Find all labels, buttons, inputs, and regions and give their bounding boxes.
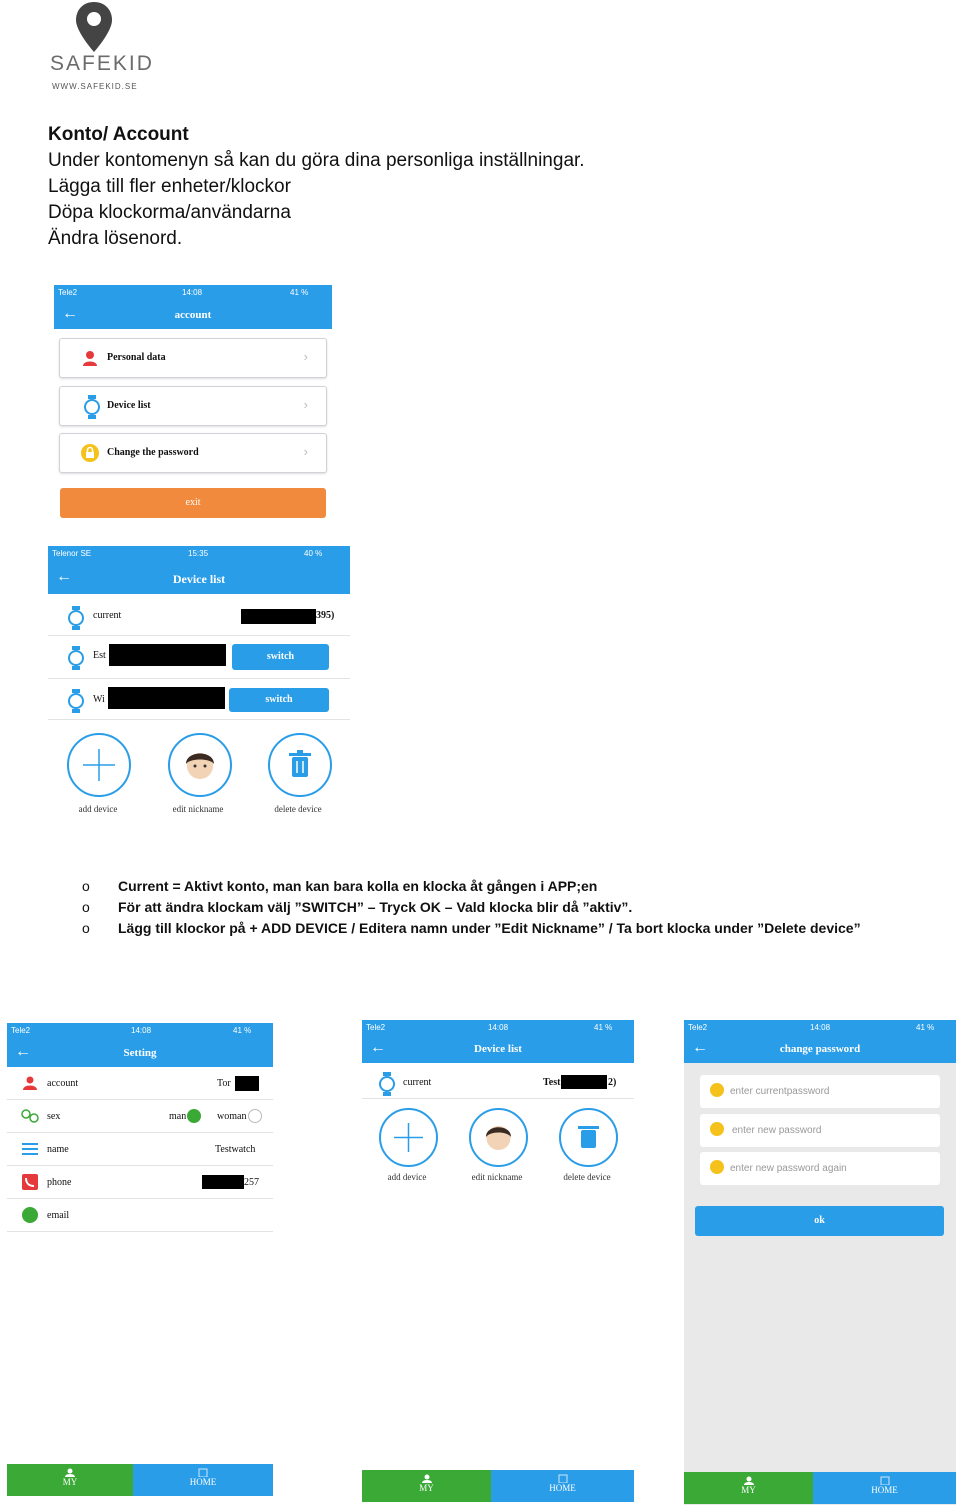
person-icon [422, 1474, 432, 1483]
tab-home[interactable] [491, 1470, 634, 1502]
home-icon [880, 1476, 890, 1485]
action-caption: edit nickname [172, 804, 224, 814]
carrier: Tele2 [11, 1026, 31, 1035]
title-bar [362, 1036, 634, 1063]
status-bar [362, 1020, 634, 1036]
gender-icon [21, 1109, 39, 1123]
row-label: phone [47, 1177, 72, 1188]
chevron-right-icon: › [303, 397, 308, 412]
avatar-icon [471, 1110, 526, 1165]
carrier: Telenor SE [52, 549, 92, 558]
row-label: current [93, 610, 122, 621]
action-caption: delete device [563, 1172, 611, 1182]
logo-brand: SAFEKID [50, 52, 154, 75]
redaction [108, 687, 225, 709]
watch-icon [68, 610, 84, 626]
screen-title: Device list [474, 1043, 522, 1055]
action-caption: delete device [274, 804, 322, 814]
chevron-right-icon: › [303, 349, 308, 364]
person-icon [65, 1468, 75, 1477]
title-bar [48, 562, 350, 594]
setting-row-email[interactable] [7, 1199, 273, 1232]
current-password-field[interactable] [700, 1075, 940, 1108]
row-label: name [47, 1144, 69, 1155]
bullet-marker: o [82, 878, 90, 894]
back-arrow-icon[interactable]: ← [62, 305, 78, 322]
confirm-password-field[interactable] [700, 1152, 940, 1185]
row-label: Est [93, 650, 106, 661]
trash-icon [270, 735, 330, 795]
radio-woman[interactable] [248, 1109, 262, 1123]
redaction [561, 1075, 607, 1089]
device-list-item[interactable] [59, 386, 327, 426]
setting-screenshot [7, 1023, 273, 1497]
bullet-marker: o [82, 899, 90, 915]
clock: 14:08 [488, 1023, 509, 1032]
account-screenshot [54, 285, 332, 525]
title-bar [684, 1036, 956, 1063]
status-bar [54, 285, 332, 301]
person-icon [23, 1076, 37, 1090]
redaction [235, 1076, 259, 1091]
switch-button[interactable]: switch [232, 644, 329, 670]
intro-text [48, 122, 585, 252]
bullet-text: Lägg till klockor på + ADD DEVICE / Editera namn under ”Edit Nickname” / Ta bort klocka under ”Delete device” [118, 920, 861, 936]
tab-bar [7, 1464, 273, 1496]
tab-bar [362, 1470, 634, 1502]
radio-label-woman: woman [217, 1111, 247, 1122]
switch-button[interactable]: switch [229, 688, 329, 712]
back-arrow-icon[interactable]: ← [692, 1039, 708, 1056]
row-value: 257 [244, 1177, 259, 1188]
redaction [241, 609, 316, 624]
delete-device-button[interactable] [559, 1108, 618, 1167]
battery: 41 % [916, 1023, 935, 1032]
edit-nickname-button[interactable] [469, 1108, 528, 1167]
personal-data-item[interactable] [59, 338, 327, 378]
new-password-field[interactable] [700, 1114, 940, 1147]
title-bar [7, 1039, 273, 1067]
item-label: Personal data [107, 352, 166, 363]
device-row-current [48, 599, 350, 636]
field-placeholder: enter currentpassword [730, 1086, 830, 1097]
section-heading: Konto/ Account [48, 124, 189, 145]
avatar-icon [170, 735, 230, 795]
screen-title: Device list [172, 572, 226, 586]
map-pin-icon [74, 0, 114, 54]
device-list-screenshot [48, 546, 350, 822]
action-caption: edit nickname [471, 1172, 523, 1182]
row-value: 395) [316, 610, 335, 621]
battery: 41 % [290, 288, 309, 297]
lock-icon [710, 1122, 724, 1136]
intro-line: Under kontomenyn så kan du göra dina personliga inställningar. [48, 150, 585, 171]
row-value: Tor [217, 1078, 231, 1089]
plus-icon [69, 735, 129, 795]
item-label: Change the password [107, 447, 199, 458]
person-icon [82, 350, 98, 366]
action-caption: add device [78, 804, 118, 814]
lock-icon [710, 1160, 724, 1174]
intro-line: Lägga till fler enheter/klockor [48, 176, 291, 197]
row-label: Wi [93, 694, 105, 705]
chevron-right-icon: › [303, 444, 308, 459]
tab-label: MY [741, 1485, 756, 1495]
change-password-item[interactable] [59, 433, 327, 473]
device-row [48, 679, 350, 720]
exit-button[interactable]: exit [60, 488, 326, 518]
field-placeholder: enter new password again [730, 1163, 847, 1174]
back-arrow-icon[interactable]: ← [56, 568, 72, 585]
action-caption: add device [387, 1172, 427, 1182]
home-icon [558, 1474, 568, 1483]
row-label: email [47, 1210, 70, 1221]
bullet-text: Current = Aktivt konto, man kan bara kolla en klocka åt gången i APP;en [118, 878, 598, 894]
status-bar [7, 1023, 273, 1039]
ok-button[interactable]: ok [695, 1206, 944, 1236]
battery: 41 % [594, 1023, 613, 1032]
row-label: sex [47, 1111, 61, 1122]
back-arrow-icon[interactable]: ← [15, 1043, 31, 1060]
tab-label: MY [419, 1483, 434, 1493]
trash-icon [561, 1110, 616, 1165]
lock-icon [710, 1083, 724, 1097]
delete-device-button[interactable] [268, 733, 332, 797]
battery: 40 % [304, 549, 323, 558]
edit-nickname-button[interactable] [168, 733, 232, 797]
battery: 41 % [233, 1026, 252, 1035]
clock: 15:35 [188, 549, 209, 558]
bullet-text: För att ändra klockam välj ”SWITCH” – Tryck OK – Vald klocka blir då ”aktiv”. [118, 899, 633, 915]
lock-icon [81, 444, 99, 462]
tab-label: HOME [871, 1485, 898, 1495]
tab-label: HOME [549, 1483, 576, 1493]
add-device-button[interactable] [67, 733, 131, 797]
row-value-tail: 2) [608, 1077, 617, 1088]
tab-home[interactable] [133, 1464, 273, 1496]
device-row [48, 636, 350, 679]
change-password-screenshot [684, 1020, 956, 1505]
setting-row-account[interactable] [7, 1067, 273, 1100]
watch-icon [84, 399, 100, 415]
device-row-current [362, 1068, 634, 1099]
carrier: Tele2 [58, 288, 78, 297]
status-bar [48, 546, 350, 562]
phone-icon [22, 1174, 38, 1190]
tab-my[interactable] [7, 1464, 133, 1496]
redaction [202, 1175, 244, 1189]
safekid-logo [48, 0, 154, 96]
screen-title: change password [779, 1043, 861, 1055]
screen-title: Setting [123, 1047, 157, 1059]
tab-bar [684, 1472, 956, 1504]
email-icon [22, 1207, 38, 1223]
intro-line: Döpa klockorma/användarna [48, 202, 291, 223]
row-value: Test [543, 1077, 561, 1088]
screen-title: account [174, 309, 212, 321]
add-device-button[interactable] [379, 1108, 438, 1167]
carrier: Tele2 [366, 1023, 386, 1032]
radio-label-man: man [169, 1111, 187, 1122]
setting-row-phone[interactable] [7, 1166, 273, 1199]
device-list-screenshot-2 [362, 1020, 634, 1502]
person-icon [744, 1476, 754, 1485]
tab-label: MY [62, 1477, 78, 1487]
setting-row-sex[interactable] [7, 1100, 273, 1133]
watch-icon [68, 693, 84, 709]
tab-my[interactable] [362, 1470, 491, 1502]
clock: 14:08 [131, 1026, 152, 1035]
carrier: Tele2 [688, 1023, 708, 1032]
radio-man-selected[interactable] [187, 1109, 201, 1123]
tab-label: HOME [189, 1477, 217, 1487]
tab-home[interactable] [813, 1472, 956, 1504]
back-arrow-icon[interactable]: ← [370, 1039, 386, 1056]
row-label: current [403, 1077, 432, 1088]
watch-icon [68, 650, 84, 666]
row-value: Testwatch [215, 1144, 256, 1155]
plus-icon [381, 1110, 436, 1165]
intro-line: Ändra lösenord. [48, 228, 183, 249]
field-placeholder: enter new password [732, 1125, 822, 1136]
title-bar [54, 301, 332, 329]
item-label: Device list [107, 400, 151, 411]
logo-url: WWW.SAFEKID.SE [52, 82, 138, 91]
bullet-marker: o [82, 920, 90, 936]
setting-row-name[interactable] [7, 1133, 273, 1166]
watch-icon [379, 1076, 395, 1092]
list-icon [22, 1143, 38, 1155]
clock: 14:08 [182, 288, 203, 297]
row-label: account [47, 1078, 79, 1089]
clock: 14:08 [810, 1023, 831, 1032]
tab-my[interactable] [684, 1472, 813, 1504]
redaction [109, 644, 226, 666]
home-icon [198, 1468, 208, 1477]
status-bar [684, 1020, 956, 1036]
